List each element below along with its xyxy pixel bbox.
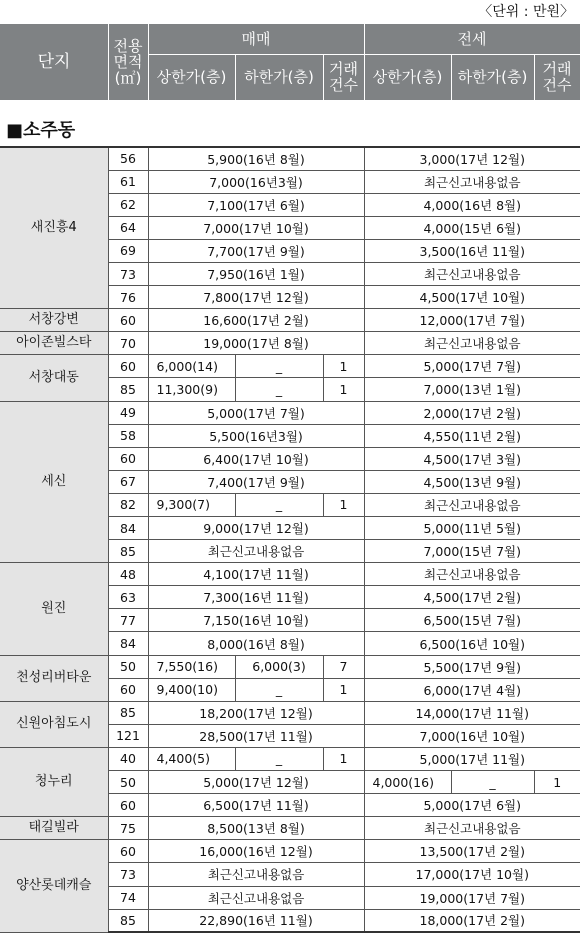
rent-cell: 최근신고내용없음	[364, 817, 580, 840]
sale-lower-cell: _	[235, 678, 323, 701]
area-cell: 40	[108, 747, 148, 770]
divider	[364, 24, 365, 100]
rent-cell: 7,000(16년 10월)	[364, 724, 580, 747]
area-cell: 76	[108, 286, 148, 309]
complex-name: 서창강변	[0, 309, 108, 332]
sale-count-cell: 1	[323, 355, 364, 378]
complex-name: 천성리버타운	[0, 655, 108, 701]
area-cell: 85	[108, 909, 148, 932]
area-cell: 69	[108, 239, 148, 262]
sale-upper-cell: 11,300(9)	[148, 378, 235, 401]
table-row	[0, 309, 580, 332]
area-cell: 56	[108, 147, 148, 170]
area-cell: 64	[108, 216, 148, 239]
area-cell: 63	[108, 586, 148, 609]
header-rent-group: 전세	[457, 30, 487, 48]
rent-cell: 17,000(17년 10월)	[364, 863, 580, 886]
sale-cell: 7,800(17년 12월)	[148, 286, 364, 309]
sale-count-cell: 1	[323, 747, 364, 770]
rent-cell: 6,000(17년 4월)	[364, 678, 580, 701]
sale-upper-cell: 9,300(7)	[148, 493, 235, 516]
sale-count-cell: 7	[323, 655, 364, 678]
area-cell: 67	[108, 470, 148, 493]
divider	[148, 54, 580, 55]
rent-cell: 4,000(15년 6월)	[364, 216, 580, 239]
table-row	[0, 817, 580, 840]
rent-cell: 6,500(16년 10월)	[364, 632, 580, 655]
sale-cell: 16,600(17년 2월)	[148, 309, 364, 332]
sale-cell: 16,000(16년 12월)	[148, 840, 364, 863]
rent-cell: 5,000(11년 5월)	[364, 517, 580, 540]
complex-name: 양산롯데캐슬	[0, 840, 108, 932]
sale-count-cell: 1	[323, 678, 364, 701]
divider	[534, 54, 535, 100]
rent-cell: 4,500(17년 2월)	[364, 586, 580, 609]
table-row	[0, 701, 580, 724]
sale-cell: 7,400(17년 9월)	[148, 470, 364, 493]
rent-cell: 3,000(17년 12월)	[364, 147, 580, 170]
sale-upper-cell: 6,000(14)	[148, 355, 235, 378]
rent-cell: 12,000(17년 7월)	[364, 309, 580, 332]
table-body	[0, 147, 580, 932]
area-cell: 73	[108, 262, 148, 285]
rent-cell: 4,500(17년 3월)	[364, 447, 580, 470]
rent-cell: 4,550(11년 2월)	[364, 424, 580, 447]
sale-cell: 28,500(17년 11월)	[148, 724, 364, 747]
divider	[148, 24, 149, 100]
complex-name: 원진	[0, 563, 108, 655]
rent-cell: 5,000(17년 6월)	[364, 794, 580, 817]
sale-cell: 9,000(17년 12월)	[148, 517, 364, 540]
sale-cell: 7,950(16년 1월)	[148, 262, 364, 285]
rent-lower-cell: _	[451, 771, 534, 794]
sale-cell: 7,300(16년 11월)	[148, 586, 364, 609]
sale-cell: 4,100(17년 11월)	[148, 563, 364, 586]
rent-upper-cell: 4,000(16)	[364, 771, 451, 794]
sale-cell: 5,900(16년 8월)	[148, 147, 364, 170]
header-rent-upper: 상한가(층)	[372, 68, 443, 86]
sale-cell: 5,500(16년3월)	[148, 424, 364, 447]
sale-cell: 8,000(16년 8월)	[148, 632, 364, 655]
table-row	[0, 840, 580, 863]
header-complex: 단지	[37, 52, 71, 72]
header-sale-group: 매매	[241, 30, 271, 48]
area-cell: 60	[108, 355, 148, 378]
table-row	[0, 563, 580, 586]
sale-cell: 8,500(13년 8월)	[148, 817, 364, 840]
rent-cell: 5,000(17년 7월)	[364, 355, 580, 378]
rent-cell: 최근신고내용없음	[364, 493, 580, 516]
sale-cell: 19,000(17년 8월)	[148, 332, 364, 355]
rent-cell: 5,000(17년 11월)	[364, 747, 580, 770]
header-sale-upper: 상한가(층)	[156, 68, 227, 86]
rent-cell: 2,000(17년 2월)	[364, 401, 580, 424]
rent-cell: 5,500(17년 9월)	[364, 655, 580, 678]
rent-cell: 최근신고내용없음	[364, 262, 580, 285]
area-cell: 50	[108, 655, 148, 678]
area-cell: 60	[108, 840, 148, 863]
sale-upper-cell: 9,400(10)	[148, 678, 235, 701]
area-cell: 77	[108, 609, 148, 632]
divider	[108, 24, 109, 100]
divider	[235, 54, 236, 100]
area-cell: 84	[108, 632, 148, 655]
complex-name: 서창대동	[0, 355, 108, 401]
sale-lower-cell: _	[235, 355, 323, 378]
area-cell: 84	[108, 517, 148, 540]
rent-cell: 최근신고내용없음	[364, 332, 580, 355]
complex-name: 청누리	[0, 747, 108, 816]
area-cell: 61	[108, 170, 148, 193]
complex-name: 새진흥4	[0, 147, 108, 309]
sale-cell: 7,100(17년 6월)	[148, 193, 364, 216]
rent-cell: 4,000(16년 8월)	[364, 193, 580, 216]
area-cell: 82	[108, 493, 148, 516]
area-cell: 74	[108, 886, 148, 909]
rent-cell: 최근신고내용없음	[364, 563, 580, 586]
sale-cell: 7,000(16년3월)	[148, 170, 364, 193]
area-cell: 50	[108, 771, 148, 794]
sale-cell: 6,500(17년 11월)	[148, 794, 364, 817]
sale-lower-cell: _	[235, 747, 323, 770]
area-cell: 48	[108, 563, 148, 586]
price-table	[0, 146, 580, 933]
sale-cell: 7,000(17년 10월)	[148, 216, 364, 239]
area-cell: 60	[108, 309, 148, 332]
sale-cell: 5,000(17년 7월)	[148, 401, 364, 424]
sale-upper-cell: 4,400(5)	[148, 747, 235, 770]
area-cell: 49	[108, 401, 148, 424]
divider	[323, 54, 324, 100]
sale-lower-cell: _	[235, 378, 323, 401]
rent-cell: 3,500(16년 11월)	[364, 239, 580, 262]
rent-cell: 7,000(13년 1월)	[364, 378, 580, 401]
sale-cell: 5,000(17년 12월)	[148, 771, 364, 794]
area-cell: 85	[108, 701, 148, 724]
region-title: ■소주동	[6, 120, 76, 141]
area-cell: 85	[108, 378, 148, 401]
rent-cell: 14,000(17년 11월)	[364, 701, 580, 724]
rent-cell: 19,000(17년 7월)	[364, 886, 580, 909]
sale-lower-cell: _	[235, 493, 323, 516]
rent-cell: 18,000(17년 2월)	[364, 909, 580, 932]
table-row	[0, 655, 580, 678]
rent-cell: 6,500(15년 7월)	[364, 609, 580, 632]
sale-cell: 18,200(17년 12월)	[148, 701, 364, 724]
sale-count-cell: 1	[323, 378, 364, 401]
header-area: 전용 면적 (㎡)	[113, 37, 143, 87]
complex-name: 세신	[0, 401, 108, 563]
area-cell: 70	[108, 332, 148, 355]
sale-cell: 최근신고내용없음	[148, 540, 364, 563]
rent-cell: 4,500(17년 10월)	[364, 286, 580, 309]
table-row	[0, 355, 580, 378]
rent-cell: 7,000(15년 7월)	[364, 540, 580, 563]
area-cell: 121	[108, 724, 148, 747]
header-sale-lower: 하한가(층)	[244, 68, 314, 86]
table-row	[0, 147, 580, 170]
header-rent-lower: 하한가(층)	[457, 68, 528, 86]
area-cell: 60	[108, 447, 148, 470]
rent-count-cell: 1	[534, 771, 580, 794]
unit-label: 〈단위 : 만원〉	[478, 4, 574, 20]
sale-cell: 7,700(17년 9월)	[148, 239, 364, 262]
header-rent-count: 거래 건수	[542, 60, 572, 94]
sale-upper-cell: 7,550(16)	[148, 655, 235, 678]
sale-lower-cell: 6,000(3)	[235, 655, 323, 678]
table-row	[0, 747, 580, 770]
header-sale-count: 거래 건수	[329, 60, 358, 94]
area-cell: 85	[108, 540, 148, 563]
area-cell: 60	[108, 678, 148, 701]
area-cell: 58	[108, 424, 148, 447]
table-row	[0, 332, 580, 355]
area-cell: 75	[108, 817, 148, 840]
table-header	[0, 24, 580, 100]
table-row	[0, 401, 580, 424]
sale-cell: 22,890(16년 11월)	[148, 909, 364, 932]
complex-name: 태길빌라	[0, 817, 108, 840]
sale-cell: 최근신고내용없음	[148, 863, 364, 886]
sale-count-cell: 1	[323, 493, 364, 516]
sale-cell: 7,150(16년 10월)	[148, 609, 364, 632]
rent-cell: 13,500(17년 2월)	[364, 840, 580, 863]
area-cell: 62	[108, 193, 148, 216]
rent-cell: 최근신고내용없음	[364, 170, 580, 193]
area-cell: 73	[108, 863, 148, 886]
divider	[451, 54, 452, 100]
complex-name: 신원아침도시	[0, 701, 108, 747]
area-cell: 60	[108, 794, 148, 817]
rent-cell: 4,500(13년 9월)	[364, 470, 580, 493]
complex-name: 아이존빌스타	[0, 332, 108, 355]
sale-cell: 최근신고내용없음	[148, 886, 364, 909]
sale-cell: 6,400(17년 10월)	[148, 447, 364, 470]
